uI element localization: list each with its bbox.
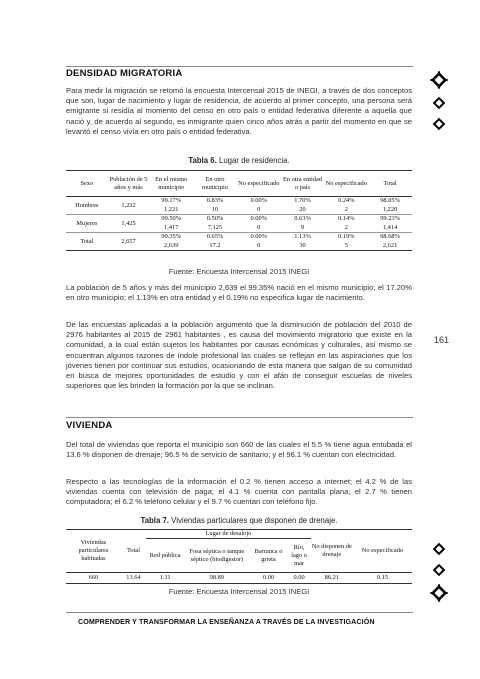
cell: 98.05% — [380, 197, 400, 205]
table-row — [66, 215, 412, 224]
section-rule — [66, 417, 413, 418]
section-title-densidad: DENSIDAD MIGRATORIA — [66, 68, 183, 79]
cell: 86.21 — [324, 574, 339, 581]
table7-header: Red pública — [149, 551, 181, 559]
table6-caption-number: Tabla 6. — [188, 156, 217, 165]
table6-header: En otra entidad o país — [283, 175, 323, 191]
table7-header: Barranca o grieta — [254, 547, 283, 563]
cell: 0.19% — [338, 233, 355, 241]
table7-header: Viviendas particulares habitadas — [78, 539, 109, 562]
table6-header: No especificado — [238, 179, 280, 187]
ornament-diamond-icon — [432, 563, 446, 577]
table7-header: No disponen de drenaje — [311, 543, 352, 558]
footer-rule — [66, 612, 413, 613]
cell: 99.23% — [380, 215, 400, 223]
table-row — [66, 197, 412, 206]
cell: 98.89 — [209, 574, 225, 581]
cell: 13.64 — [126, 574, 141, 581]
cell: 660 — [88, 574, 99, 581]
table7-caption-text: Viviendas particulares que disponen de drenaje. — [171, 516, 338, 525]
table7-caption — [66, 516, 412, 525]
table6-header: Total — [383, 179, 397, 187]
table-row — [66, 233, 412, 242]
cell: 0.83% — [206, 197, 224, 205]
cell: 98.68% — [380, 233, 400, 241]
cell: 0 — [257, 241, 261, 249]
running-footer: COMPRENDER Y TRANSFORMAR LA ENSEÑANZA A TRAVÉS DE LA INVESTIGACIÓN — [78, 618, 375, 626]
cell: 0.00% — [250, 233, 268, 241]
cell: 20 — [299, 205, 306, 213]
cell: 0.00% — [250, 215, 268, 223]
cell: 0.00 — [262, 574, 275, 581]
cell: 0.15 — [376, 574, 389, 581]
cell: 1.11 — [159, 574, 171, 581]
row-label: Hombres — [75, 201, 99, 209]
table6-header: Población de 5 años y más — [109, 175, 148, 191]
cell: 2 — [344, 223, 348, 231]
cell: 0.00 — [293, 574, 305, 581]
cell: 0.50% — [206, 215, 224, 223]
table7-header: Total — [126, 547, 141, 554]
cell: 2,621 — [382, 241, 398, 249]
paragraph-viviendas: Del total de viviendas que reporta el municipio son 660 de las cuales el 5.5 % tiene agua entubada el 13.6 % disponen de drenaje; 96.5 % de servicio de sanitario; y el 96.1 % cuentan con electricidad. — [66, 440, 412, 460]
paragraph-encuestas: De las encuestas aplicadas a la población argumentó que la disminución de población del 2010 de 2976 habitantes al 2015 de 2961 habitantes , es causa del movimiento migratorio que existe en la comunidad, a la cual están sujetos los habitantes por causas ecnómicas y culturales, así mismo se encuentran algunos razones de índole profesional las cuales se reflejan en las aspiraciones que los jóvenes tienen por continuar sus estudios, ocasionando de esta manera que salgan de su comunidad en busca de mejores oportunidades de estudio y con el afán de conseguir escuelas de niveles superiores que les brinden la formación por la que se inclinan. — [66, 320, 412, 391]
cell: 1,414 — [382, 223, 398, 231]
cell: 1,221 — [164, 205, 179, 213]
cell: 0.63% — [294, 215, 311, 223]
cell: 10 — [211, 205, 219, 213]
cell: 1.13% — [294, 233, 311, 241]
cell: 99.35% — [161, 233, 182, 241]
cell: 0.24% — [338, 197, 355, 205]
table7-header: Fosa séptica o tanque séptico (biodigestor) — [189, 547, 245, 563]
table7-source: Fuente: Encuesta Intercensal 2015 INEGI — [168, 587, 310, 596]
cell: 5 — [344, 241, 348, 249]
cell: 99.17% — [161, 197, 182, 205]
cell: 2 — [344, 205, 348, 213]
cell: 1.70% — [294, 197, 311, 205]
table-row — [66, 573, 412, 584]
cell: 1,232 — [121, 201, 136, 209]
cell: 2,657 — [121, 237, 136, 245]
cell: 7.125 — [207, 223, 223, 231]
paragraph-poblacion: La población de 5 años y más del municipio 2,639 el 99.35% nació en el mismo municipio; el 17.20% en otro municipio; el 1.13% en otra entidad y el 0.19% no especifica lugar de nacimiento. — [66, 283, 412, 303]
cell: 1,417 — [164, 223, 179, 231]
table7-group-header: Lugar de desalojo — [146, 530, 311, 539]
page-number: 161 — [434, 335, 450, 345]
ornament-diamond-icon — [430, 71, 448, 89]
cell: 1,220 — [382, 205, 398, 213]
paragraph-tecnologias: Respecto a las tecnologías de la información el 0.2 % tienen acceso a internet; el 4.2 % de las viviendas cuenta con televisión de paga; el 4.1 % cuenta con pantalla plana; el 2.7 % tienen computadora; el 6.2 % teléfono celular y el 9.7 % cuentan con teléfono fijo. — [66, 477, 412, 507]
paragraph-migracion: Para medir la migración se retomó la encuesta Intercensal 2015 de INEGI, a través de dos conceptos que son, lugar de nacimiento y lugar de residencia, de acuerdo al primer concepto, una persona será emigrante si residía al momento del censo en otro país o entidad federativa diferente a aquella que nació y, de acuerdo al segundo, es inmigrante quien cinco años atrás a partir del momento en que se levantó el censo vivía en otro país o entidad federativa. — [66, 86, 412, 136]
table7-header: Río, lago o mar — [291, 543, 307, 567]
cell: 2,639 — [164, 241, 179, 249]
table6-header: Sexo — [80, 179, 94, 187]
cell: 9 — [300, 223, 305, 231]
cell: 17.2 — [209, 241, 221, 249]
table7-caption-number: Tabla 7. — [140, 516, 169, 525]
cell: 0.00% — [250, 197, 268, 205]
table6 — [66, 170, 412, 251]
ornament-diamond-icon — [430, 584, 448, 602]
table7-header: No especificado — [361, 547, 404, 554]
cell: 0.14% — [338, 215, 355, 223]
cell: 1,425 — [121, 219, 136, 227]
section-title-vivienda: VIVIENDA — [66, 420, 113, 431]
ornament-diamond-icon — [432, 117, 446, 131]
row-label: Mujeres — [76, 219, 98, 227]
ornament-diamond-icon — [432, 96, 446, 110]
cell: 0 — [257, 223, 261, 231]
cell: 0 — [257, 205, 261, 213]
top-rule — [66, 66, 413, 67]
table6-header: En el mismo municipio — [155, 175, 188, 191]
cell: 0.65% — [206, 233, 224, 241]
table6-caption-text: Lugar de residencia. — [218, 156, 290, 165]
row-label: Total — [80, 237, 94, 245]
cell: 99.50% — [161, 215, 182, 223]
table6-caption — [66, 156, 412, 165]
ornament-diamond-icon — [432, 542, 446, 556]
table7 — [66, 529, 412, 584]
table6-header: En otro municipio — [202, 175, 228, 191]
cell: 30 — [299, 241, 306, 249]
table6-source: Fuente: Encuesta Intercensal 2015 INEGI — [168, 267, 310, 276]
table6-header: No especificado — [325, 179, 367, 187]
